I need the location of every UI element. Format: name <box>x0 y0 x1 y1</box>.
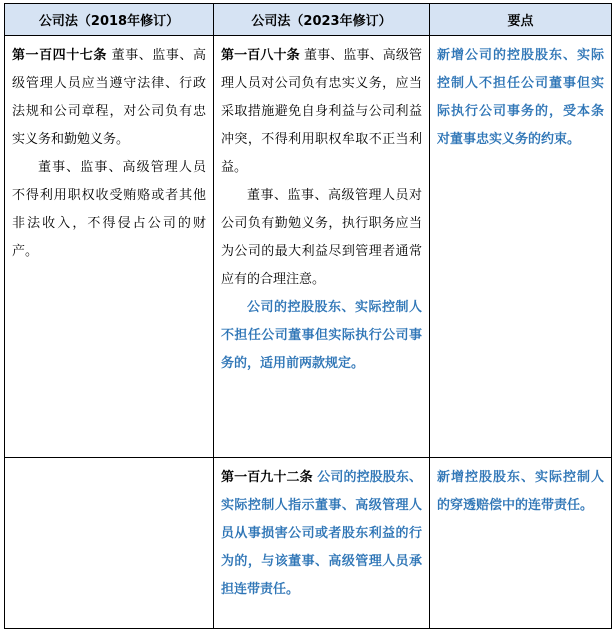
highlighted-paragraph: 公司的控股股东、实际控制人不担任公司董事但实际执行公司事务的，适用前两款规定。 <box>221 300 422 371</box>
article-number: 第一百九十二条 <box>221 470 313 485</box>
cell-2023-article-180 <box>214 36 430 458</box>
header-2023: 公司法（2023年修订） <box>214 4 430 36</box>
comparison-table <box>4 3 612 629</box>
paragraph <box>221 464 422 604</box>
paragraph <box>221 42 422 182</box>
header-2018: 公司法（2018年修订） <box>5 4 214 36</box>
article-number: 第一百四十七条 <box>12 48 107 63</box>
key-point-text: 新增控股股东、实际控制人的穿透赔偿中的连带责任。 <box>437 470 604 513</box>
table-row <box>5 458 612 629</box>
article-number: 第一百八十条 <box>221 48 300 63</box>
paragraph <box>12 42 206 154</box>
cell-key-point <box>430 458 612 629</box>
cell-2018-article-147 <box>5 36 214 458</box>
article-text: 公司的控股股东、实际控制人指示董事、高级管理人员从事损害公司或者股东利益的行为的，与该董事、高级管理人员承担连带责任。 <box>221 470 422 597</box>
cell-2023-article-192 <box>214 458 430 629</box>
paragraph: 董事、监事、高级管理人员不得利用职权收受贿赂或者其他非法收入，不得侵占公司的财产。 <box>12 160 206 259</box>
header-key-points: 要点 <box>430 4 612 36</box>
table-row <box>5 36 612 458</box>
cell-key-point <box>430 36 612 458</box>
article-text: 董事、监事、高级管理人员应当遵守法律、行政法规和公司章程，对公司负有忠实义务和勤勉义务。 <box>12 48 206 147</box>
header-row <box>5 4 612 36</box>
article-text: 董事、监事、高级管理人员对公司负有忠实义务，应当采取措施避免自身利益与公司利益冲突，不得利用职权牟取不正当利益。 <box>221 48 422 175</box>
paragraph: 董事、监事、高级管理人员对公司负有勤勉义务，执行职务应当为公司的最大利益尽到管理者通常应有的合理注意。 <box>221 188 422 287</box>
key-point-text: 新增公司的控股股东、实际控制人不担任公司董事但实际执行公司事务的，受本条对董事忠实义务的约束。 <box>437 48 604 147</box>
cell-2018-empty <box>5 458 214 629</box>
